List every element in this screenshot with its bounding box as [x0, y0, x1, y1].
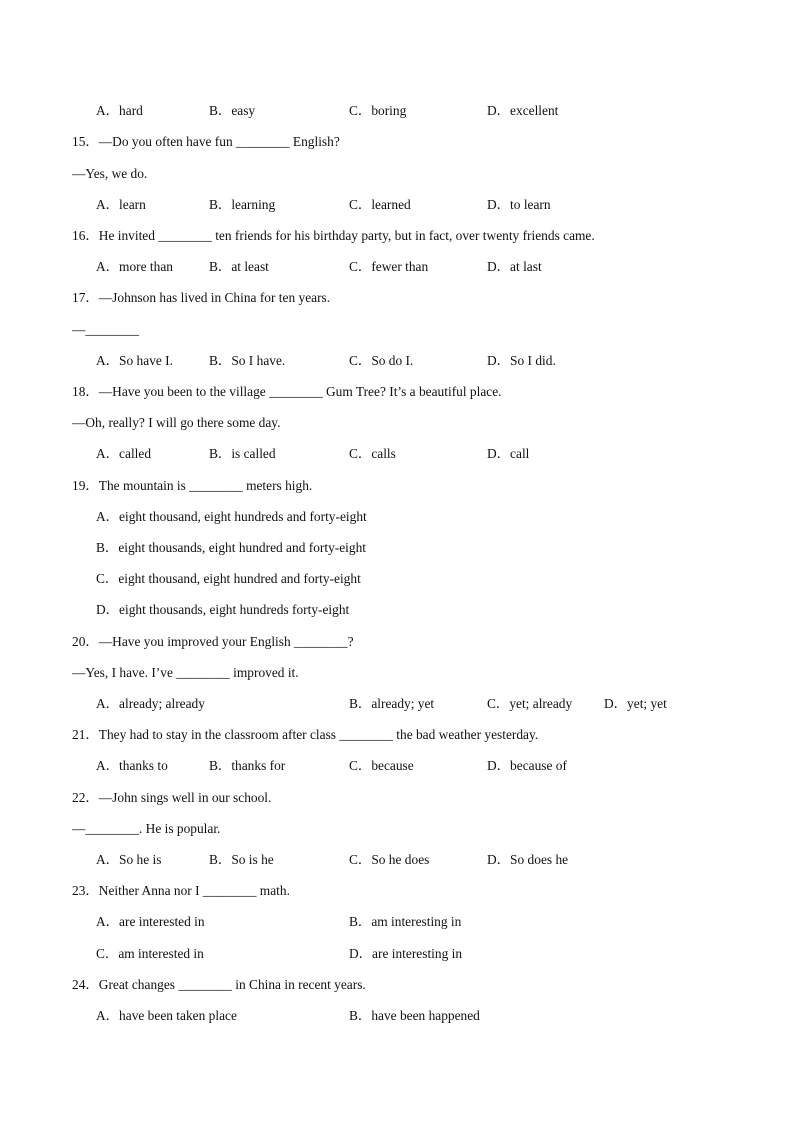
- q17-option-d: D．So I did.: [487, 353, 556, 368]
- q16-option-a: A．more than: [96, 259, 173, 274]
- q17-option-c: C．So do I.: [349, 353, 414, 368]
- q20-option-d: D．yet; yet: [604, 696, 667, 711]
- q17-stem: 17．—Johnson has lived in China for ten years.: [72, 290, 331, 305]
- q22-option-a: A．So he is: [96, 852, 162, 867]
- q17-option-b: B．So I have.: [209, 353, 286, 368]
- q16-option-b: B．at least: [209, 259, 269, 274]
- q14-option-a: A．hard: [96, 103, 143, 118]
- q18-stem: 18．—Have you been to the village ________ Gum Tree? It’s a beautiful place.: [72, 384, 502, 399]
- q20-option-b: B．already; yet: [349, 696, 435, 711]
- q14-option-b: B．easy: [209, 103, 256, 118]
- q19-option-d: D．eight thousands, eight hundreds forty-eight: [96, 602, 350, 617]
- q17-dialogue: —________: [72, 322, 139, 337]
- q23-option-b: B．am interesting in: [349, 914, 462, 929]
- q21-option-b: B．thanks for: [209, 758, 286, 773]
- q20-stem: 20．—Have you improved your English ________?: [72, 634, 354, 649]
- q22-option-d: D．So does he: [487, 852, 569, 867]
- q18-option-b: B．is called: [209, 446, 276, 461]
- q15-option-b: B．learning: [209, 197, 276, 212]
- q15-option-a: A．learn: [96, 197, 146, 212]
- q14-option-d: D．excellent: [487, 103, 559, 118]
- q23-option-a: A．are interested in: [96, 914, 205, 929]
- q23-option-c: C．am interested in: [96, 946, 204, 961]
- q24-stem: 24．Great changes ________ in China in recent years.: [72, 977, 366, 992]
- q19-option-c: C．eight thousand, eight hundred and forty-eight: [96, 571, 361, 586]
- q22-stem: 22．—John sings well in our school.: [72, 790, 272, 805]
- q16-stem: 16．He invited ________ ten friends for his birthday party, but in fact, over twenty friends came.: [72, 228, 595, 243]
- q15-option-d: D．to learn: [487, 197, 551, 212]
- q20-dialogue: —Yes, I have. I’ve ________ improved it.: [72, 665, 299, 680]
- q19-stem: 19．The mountain is ________ meters high.: [72, 478, 313, 493]
- q22-dialogue: —________. He is popular.: [72, 821, 221, 836]
- q22-option-c: C．So he does: [349, 852, 430, 867]
- q19-option-b: B．eight thousands, eight hundred and forty-eight: [96, 540, 366, 555]
- q18-option-a: A．called: [96, 446, 152, 461]
- q16-option-c: C．fewer than: [349, 259, 429, 274]
- q18-option-c: C．calls: [349, 446, 396, 461]
- q15-dialogue: —Yes, we do.: [72, 166, 148, 181]
- q16-option-d: D．at last: [487, 259, 542, 274]
- q14-option-c: C．boring: [349, 103, 407, 118]
- q23-option-d: D．are interesting in: [349, 946, 463, 961]
- q17-option-a: A．So have I.: [96, 353, 173, 368]
- q20-option-a: A．already; already: [96, 696, 205, 711]
- q24-option-b: B．have been happened: [349, 1008, 480, 1023]
- q23-stem: 23．Neither Anna nor I ________ math.: [72, 883, 290, 898]
- q24-option-a: A．have been taken place: [96, 1008, 237, 1023]
- q21-stem: 21．They had to stay in the classroom after class ________ the bad weather yesterday.: [72, 727, 539, 742]
- q18-dialogue: —Oh, really? I will go there some day.: [72, 415, 281, 430]
- q18-option-d: D．call: [487, 446, 530, 461]
- q21-option-a: A．thanks to: [96, 758, 168, 773]
- q22-option-b: B．So is he: [209, 852, 274, 867]
- q19-option-a: A．eight thousand, eight hundreds and forty-eight: [96, 509, 367, 524]
- q15-option-c: C．learned: [349, 197, 411, 212]
- q15-stem: 15．—Do you often have fun ________ English?: [72, 134, 340, 149]
- q21-option-c: C．because: [349, 758, 414, 773]
- q20-option-c: C．yet; already: [487, 696, 573, 711]
- q21-option-d: D．because of: [487, 758, 567, 773]
